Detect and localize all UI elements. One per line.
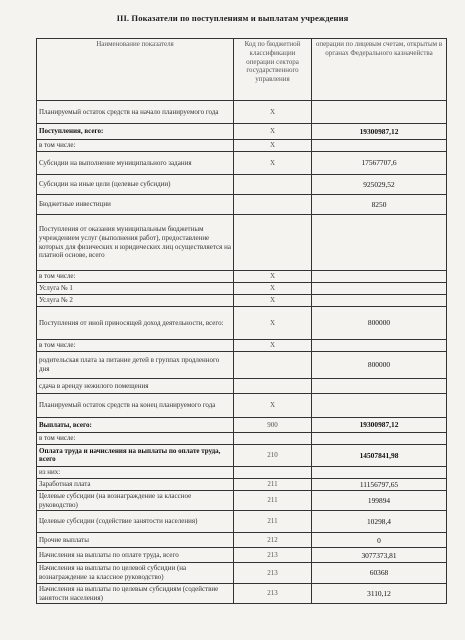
header-name: Наименование показателя <box>37 39 234 101</box>
row-code-cell <box>234 352 312 379</box>
row-value-cell <box>312 466 447 478</box>
row-name-cell: Поступления от оказания муниципальным бюджетным учреждением услуг (выполнения работ), предоставление которых для физических и юридических лиц осуществляется на платной основе, всего <box>37 215 234 271</box>
row-code-cell: 211 <box>234 478 312 490</box>
row-name-cell: Начисления на выплаты по целевым субсидиям (содействие занятости населения) <box>37 583 234 604</box>
row-code-cell: X <box>234 340 312 352</box>
table-row <box>37 533 447 548</box>
row-code-cell: 212 <box>234 533 312 548</box>
table-row <box>37 444 447 466</box>
row-code-cell: 213 <box>234 583 312 604</box>
table-row <box>37 548 447 563</box>
row-value-cell: 199894 <box>312 490 447 511</box>
row-name-cell: Поступления, всего: <box>37 124 234 140</box>
row-name-cell: Услуга № 2 <box>37 295 234 307</box>
header-value: операции по лицевым счетам, открытым в органах Федерального казначейства <box>312 39 447 101</box>
row-name-cell: Целевые субсидии (на вознаграждение за классное руководство) <box>37 490 234 511</box>
row-name-cell: Планируемый остаток средств на начало планируемого года <box>37 101 234 124</box>
table-row <box>37 478 447 490</box>
row-name-cell: в том числе: <box>37 140 234 152</box>
row-value-cell: 19300987,12 <box>312 418 447 433</box>
table-row <box>37 352 447 379</box>
row-code-cell: 900 <box>234 418 312 433</box>
row-code-cell <box>234 175 312 195</box>
row-value-cell: 0 <box>312 533 447 548</box>
row-name-cell: Услуга № 1 <box>37 283 234 295</box>
row-value-cell <box>312 140 447 152</box>
row-value-cell: 925029,52 <box>312 175 447 195</box>
row-value-cell <box>312 379 447 394</box>
table-row <box>37 379 447 394</box>
row-name-cell: Поступления от иной приносящей доход деятельности, всего: <box>37 307 234 340</box>
row-code-cell: X <box>234 283 312 295</box>
row-value-cell <box>312 215 447 271</box>
header-code: Код по бюджетной классификации операции сектора государственного управления <box>234 39 312 101</box>
table-row <box>37 124 447 140</box>
table-row <box>37 490 447 511</box>
table-row <box>37 295 447 307</box>
row-code-cell <box>234 466 312 478</box>
row-name-cell: Планируемый остаток средств на конец планируемого года <box>37 394 234 418</box>
table-row <box>37 271 447 283</box>
row-code-cell: X <box>234 307 312 340</box>
row-name-cell: из них: <box>37 466 234 478</box>
table-row <box>37 340 447 352</box>
row-name-cell: Заработная плата <box>37 478 234 490</box>
row-code-cell <box>234 215 312 271</box>
row-code-cell: X <box>234 271 312 283</box>
row-code-cell: X <box>234 394 312 418</box>
row-name-cell: Оплата труда и начисления на выплаты по оплате труда, всего <box>37 444 234 466</box>
row-value-cell: 60368 <box>312 563 447 584</box>
row-value-cell <box>312 394 447 418</box>
row-name-cell: Начисления на выплаты по целевой субсидии (на вознаграждение за классное руководство) <box>37 563 234 584</box>
table-row <box>37 152 447 175</box>
row-name-cell: Прочие выплаты <box>37 533 234 548</box>
section-title: III. Показатели по поступлениям и выплатам учреждения <box>116 13 349 23</box>
row-value-cell <box>312 101 447 124</box>
row-name-cell: Выплаты, всего: <box>37 418 234 433</box>
table-row <box>37 583 447 604</box>
row-name-cell: Субсидии на выполнение муниципального задания <box>37 152 234 175</box>
row-name-cell: Целевые субсидии (содействие занятости населения) <box>37 511 234 533</box>
row-code-cell <box>234 433 312 445</box>
table-row <box>37 563 447 584</box>
row-code-cell: X <box>234 140 312 152</box>
row-name-cell: Субсидии на иные цели (целевые субсидии) <box>37 175 234 195</box>
row-value-cell: 3077373,81 <box>312 548 447 563</box>
table-row <box>37 175 447 195</box>
row-value-cell: 11156797,65 <box>312 478 447 490</box>
row-value-cell: 3110,12 <box>312 583 447 604</box>
row-code-cell: 213 <box>234 548 312 563</box>
row-code-cell: 211 <box>234 490 312 511</box>
table-row <box>37 215 447 271</box>
table-row <box>37 418 447 433</box>
row-name-cell: сдача в аренду нежилого помещения <box>37 379 234 394</box>
row-value-cell <box>312 340 447 352</box>
row-value-cell: 8250 <box>312 195 447 215</box>
row-value-cell: 19300987,12 <box>312 124 447 140</box>
table-row <box>37 394 447 418</box>
row-code-cell: 213 <box>234 563 312 584</box>
row-value-cell <box>312 271 447 283</box>
row-code-cell: X <box>234 295 312 307</box>
row-value-cell: 800000 <box>312 307 447 340</box>
row-code-cell: X <box>234 152 312 175</box>
row-code-cell: 211 <box>234 511 312 533</box>
row-name-cell: в том числе: <box>37 271 234 283</box>
row-name-cell: родительская плата за питание детей в группах продленного дня <box>37 352 234 379</box>
table-row <box>37 466 447 478</box>
row-code-cell: 210 <box>234 444 312 466</box>
row-value-cell: 17567707,6 <box>312 152 447 175</box>
row-name-cell: в том числе: <box>37 340 234 352</box>
table-row <box>37 101 447 124</box>
row-code-cell: X <box>234 101 312 124</box>
table-row <box>37 283 447 295</box>
table-row <box>37 307 447 340</box>
row-name-cell: в том числе: <box>37 433 234 445</box>
report-table <box>36 38 447 604</box>
row-value-cell <box>312 283 447 295</box>
row-code-cell: X <box>234 124 312 140</box>
table-row <box>37 140 447 152</box>
table-row <box>37 433 447 445</box>
row-code-cell <box>234 379 312 394</box>
row-value-cell <box>312 295 447 307</box>
table-row <box>37 511 447 533</box>
row-value-cell: 14507841,98 <box>312 444 447 466</box>
row-value-cell: 10298,4 <box>312 511 447 533</box>
row-code-cell <box>234 195 312 215</box>
row-value-cell: 800000 <box>312 352 447 379</box>
row-name-cell: Начисления на выплаты по оплате труда, всего <box>37 548 234 563</box>
row-value-cell <box>312 433 447 445</box>
table-row <box>37 195 447 215</box>
row-name-cell: Бюджетные инвестиции <box>37 195 234 215</box>
